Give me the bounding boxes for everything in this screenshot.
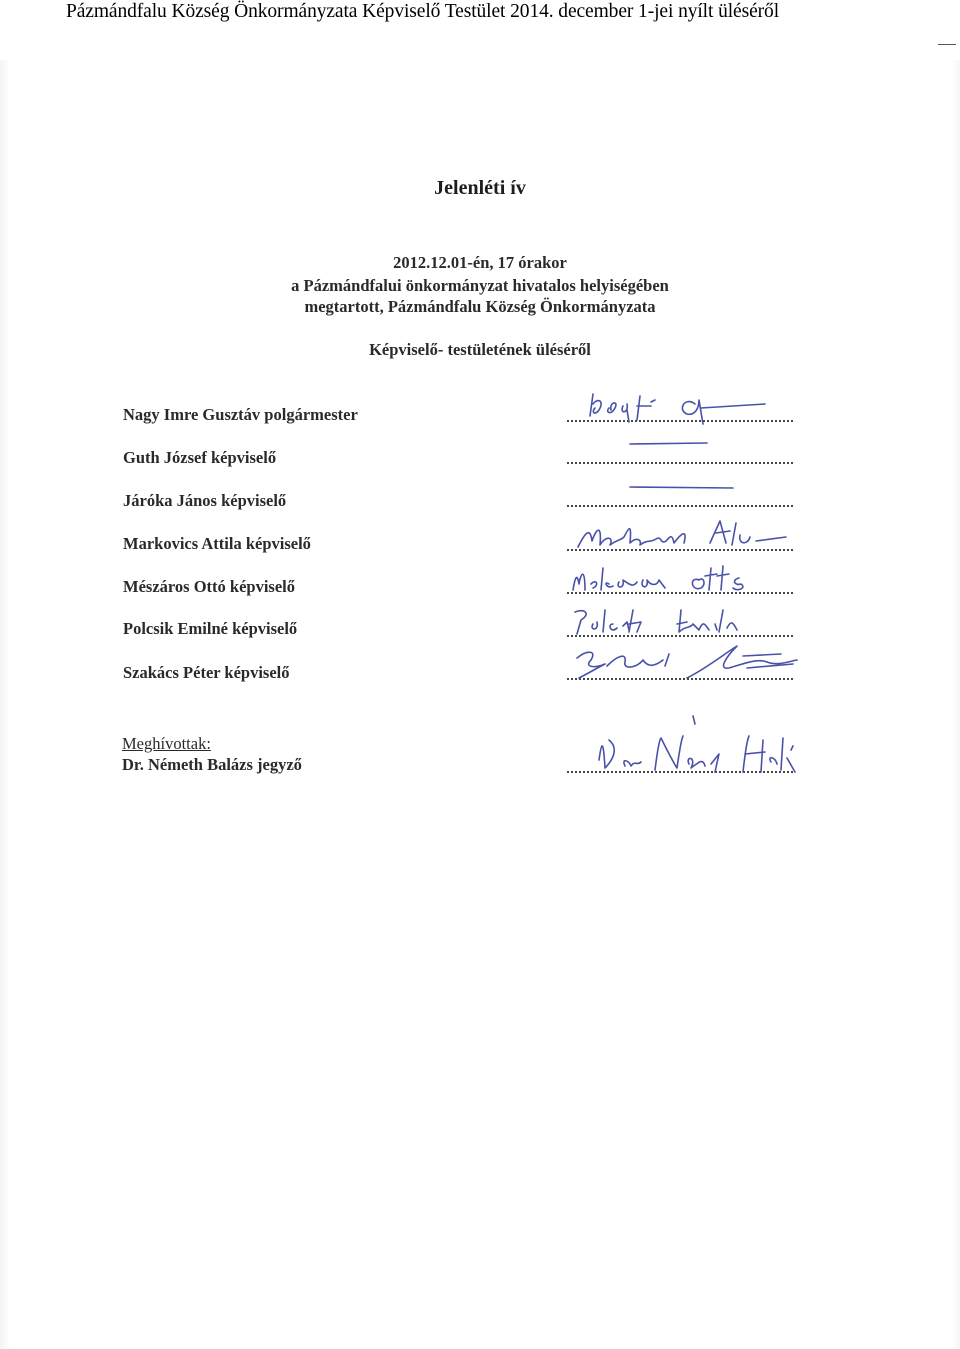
meeting-date-line: 2012.12.01-én, 17 órakor: [393, 253, 567, 272]
member-name-2: Guth József képviselő: [123, 448, 277, 467]
signature-jaroka: [625, 481, 740, 493]
invited-label: Meghívottak:: [122, 734, 211, 753]
member-name-4: Markovics Attila képviselő: [123, 534, 311, 553]
signature-mayor: [585, 386, 795, 426]
signature-meszaros: [567, 558, 777, 598]
member-name-7: Szakács Péter képviselő: [123, 663, 290, 682]
invited-name: Dr. Németh Balázs jegyző: [122, 755, 302, 774]
scanned-page: [0, 60, 960, 1349]
signature-guth: [625, 438, 715, 450]
signature-szakacs: [567, 638, 802, 686]
signature-line-3: [567, 505, 793, 507]
member-name-3: Járóka János képviselő: [123, 491, 287, 510]
meeting-body-line: megtartott, Pázmándfalu Község Önkormányzata: [304, 297, 656, 316]
signature-markovics: [570, 515, 795, 555]
document-title: Jelenléti ív: [434, 177, 526, 199]
header-dash: [938, 44, 956, 45]
member-name-5: Mészáros Ottó képviselő: [123, 577, 296, 596]
meeting-place-line: a Pázmándfalui önkormányzat hivatalos helyiségében: [291, 276, 669, 295]
running-header: Pázmándfalu Község Önkormányzata Képviselő Testület 2014. december 1-jei nyílt üléséről: [66, 1, 780, 22]
signature-polcsik: [567, 600, 792, 640]
signature-line-2: [567, 462, 793, 464]
member-name-1: Nagy Imre Gusztáv polgármester: [123, 405, 358, 424]
meeting-subject-line: Képviselő- testületének üléséről: [369, 340, 591, 359]
signature-nemeth: [585, 710, 800, 780]
member-name-6: Polcsik Emilné képviselő: [123, 619, 298, 638]
